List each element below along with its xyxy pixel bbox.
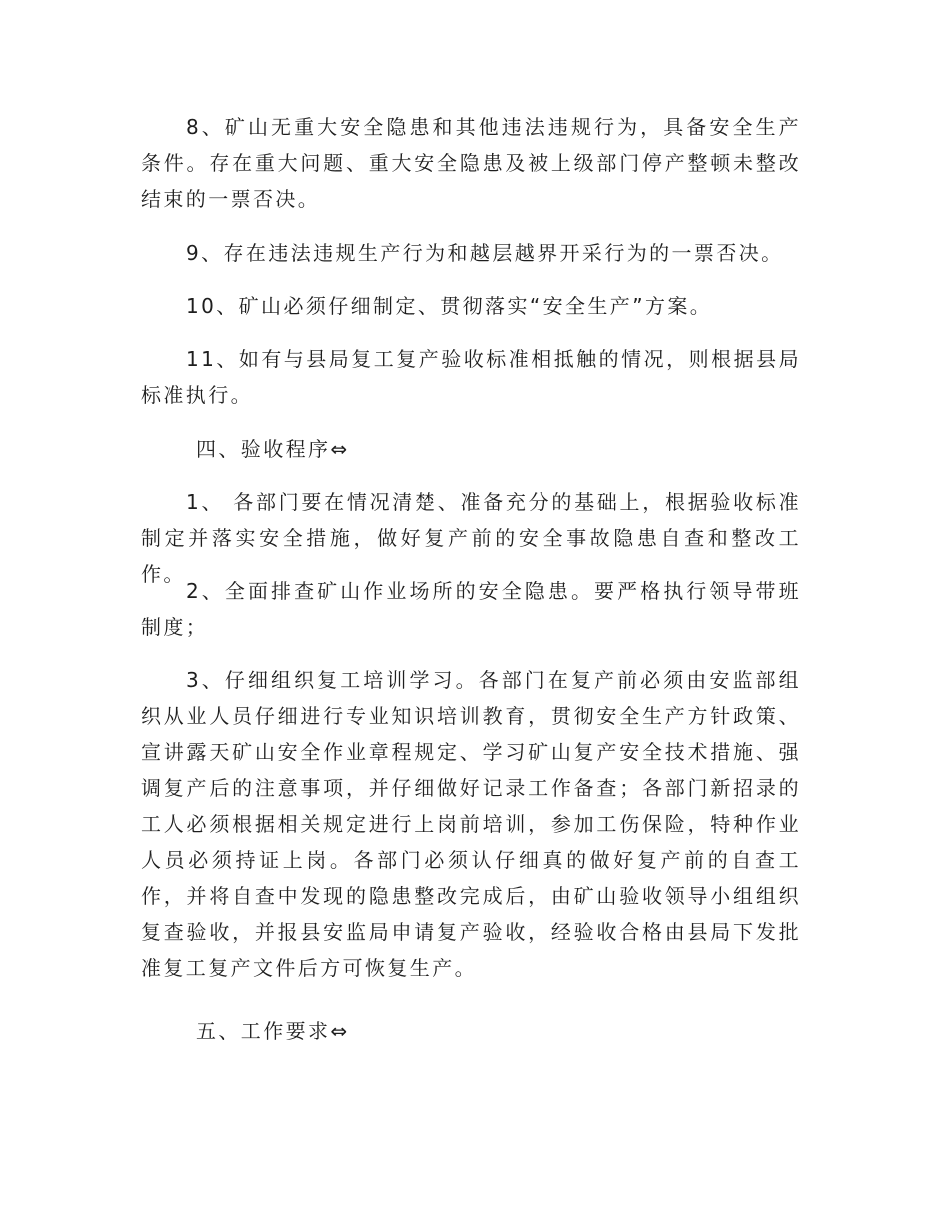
procedure-step-2: 2、全面排查矿山作业场所的安全隐患。要严格执行领导带班制度；: [141, 579, 801, 639]
paragraph-item-8: 8、矿山无重大安全隐患和其他违法违规行为，具备安全生产条件。存在重大问题、重大安全隐患及被上级部门停产整顿未整改结束的一票否决。: [141, 115, 801, 211]
section-heading-5: 五、工作要求⇔: [196, 1019, 350, 1043]
paragraph-item-9: 9、存在违法违规生产行为和越层越界开采行为的一票否决。: [186, 241, 784, 265]
paragraph-item-11: 11、如有与县局复工复产验收标准相抵触的情况，则根据县局标准执行。: [141, 347, 801, 407]
paragraph-item-10: 10、矿山必须仔细制定、贯彻落实“安全生产”方案。: [186, 294, 713, 318]
procedure-step-3: 3、仔细组织复工培训学习。各部门在复产前必须由安监部组织从业人员仔细进行专业知识培训教育，贯彻安全生产方针政策、宣讲露天矿山安全作业章程规定、学习矿山复产安全技术措施、强调复产后的注意事项，并仔细做好记录工作备查；各部门新招录的工人必须根据相关规定进行上岗前培训，参加工伤保险，特种作业人员必须持证上岗。各部门必须认仔细真的做好复产前的自查工作，并将自查中发现的隐患整改完成后，由矿山验收领导小组组织复查验收，并报县安监局申请复产验收，经验收合格由县局下发批准复工复产文件后方可恢复生产。: [141, 668, 801, 980]
procedure-step-1: 1、 各部门要在情况清楚、准备充分的基础上，根据验收标准制定并落实安全措施，做好复产前的安全事故隐患自查和整改工作。: [141, 490, 801, 586]
section-heading-4: 四、验收程序⇔: [196, 437, 350, 461]
